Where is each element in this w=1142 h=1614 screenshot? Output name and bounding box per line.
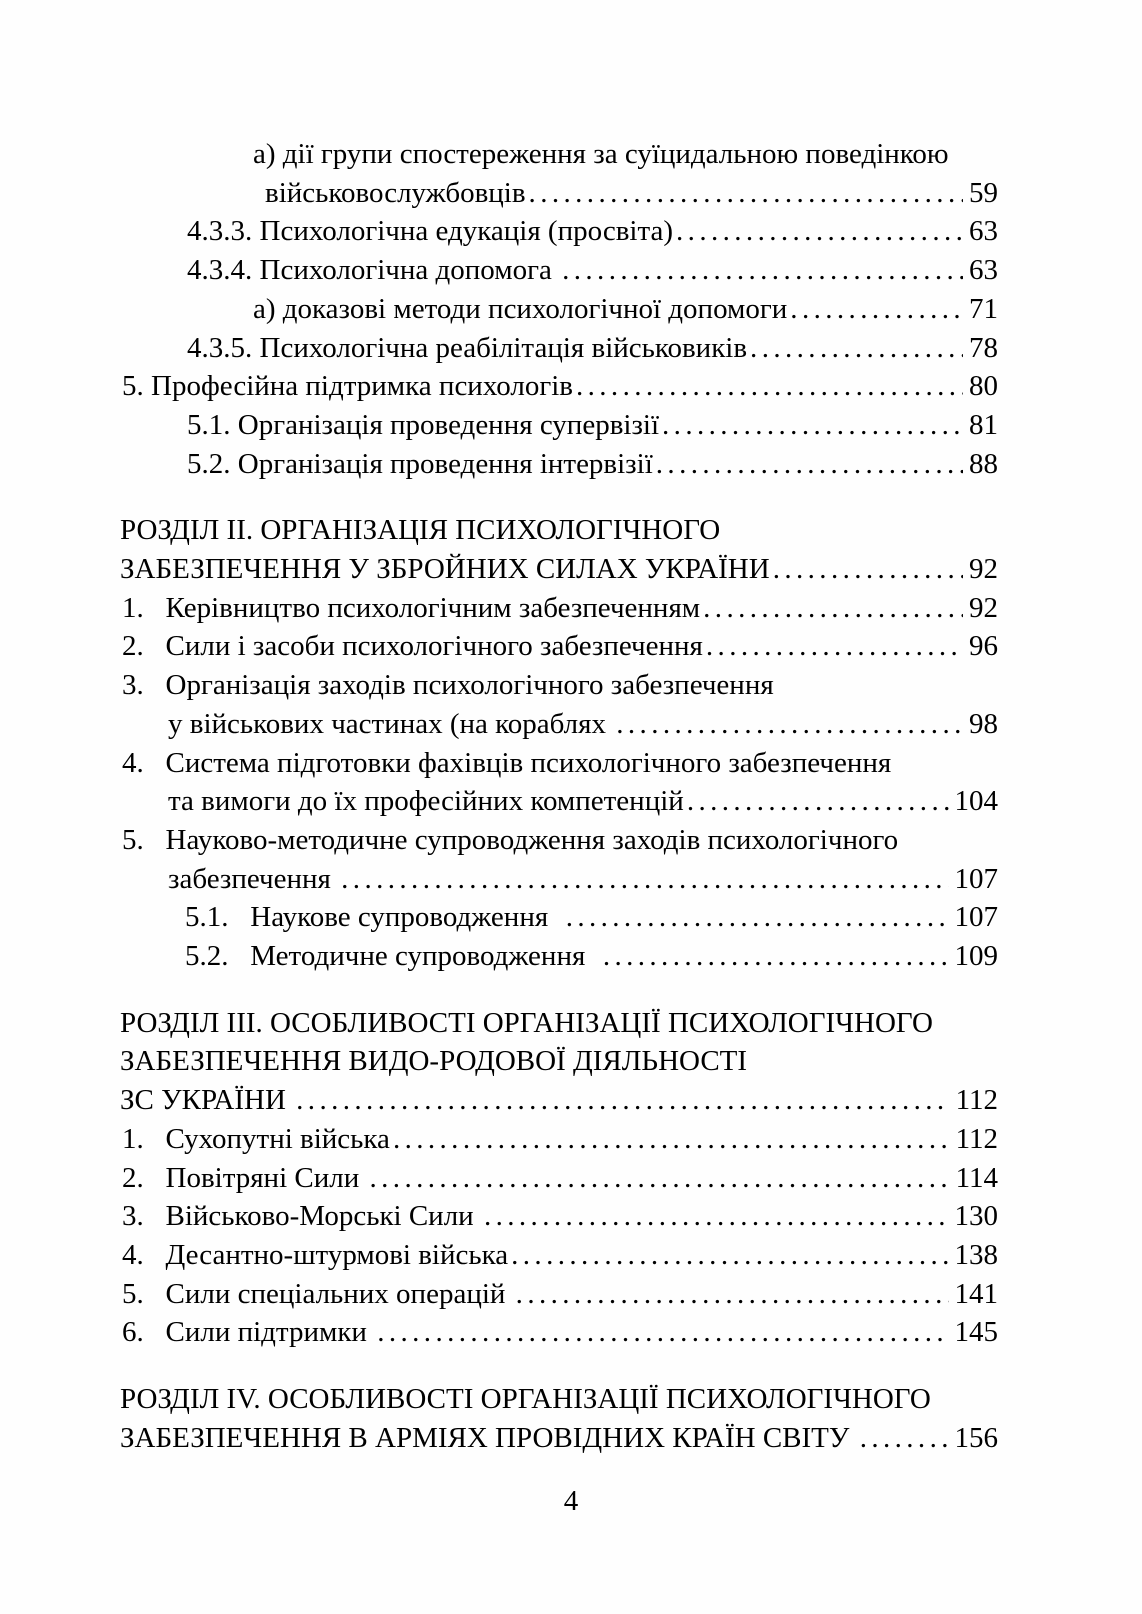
dot-leader	[603, 937, 949, 976]
dot-leader	[341, 860, 948, 899]
toc-page-number: 156	[954, 1421, 998, 1454]
toc-entry	[120, 445, 998, 484]
toc-page-number: 130	[954, 1200, 998, 1233]
toc-page-number: 71	[969, 292, 998, 325]
toc-entry-text: 5. Сили спеціальних операцій	[122, 1277, 513, 1310]
toc-page-number: 104	[954, 785, 998, 818]
toc-page-number: 107	[954, 862, 998, 895]
toc-entry-text: військовослужбовців	[265, 176, 526, 209]
toc-page-number: 112	[955, 1122, 998, 1155]
toc-entry	[120, 406, 998, 445]
toc-entry-text: у військових частинах (на кораблях	[168, 707, 614, 740]
toc-entry-text: 2. Сили і засоби психологічного забезпечення	[122, 630, 703, 663]
toc-page-number: 92	[969, 591, 998, 624]
toc-page-number: 81	[969, 408, 998, 441]
toc-page-number: 96	[969, 630, 998, 663]
toc-page-number: 109	[954, 940, 998, 973]
toc-entry	[120, 212, 998, 251]
toc-heading-text: ЗС УКРАЇНИ	[120, 1084, 294, 1117]
toc-page-number: 78	[969, 331, 998, 364]
toc-section	[120, 135, 998, 483]
toc-page-number: 112	[955, 1084, 998, 1117]
dot-leader	[687, 782, 949, 821]
toc-entry-text: 3. Військово-Морські Сили	[122, 1200, 481, 1233]
toc-entry	[120, 821, 998, 860]
toc-entry-text: 6. Сили підтримки	[122, 1316, 375, 1349]
toc-entry-text: 5.2. Організація проведення інтервізії	[187, 447, 653, 480]
dot-leader	[790, 290, 963, 329]
toc-entry-text: 4.3.5. Психологічна реабілітація військовиків	[187, 331, 748, 364]
toc-page-number: 141	[954, 1277, 998, 1310]
toc-entry	[120, 135, 998, 174]
toc-entry	[120, 1236, 998, 1275]
toc-entry	[120, 589, 998, 628]
toc-heading-text: ЗАБЕЗПЕЧЕННЯ В АРМІЯХ ПРОВІДНИХ КРАЇН СВІТУ	[120, 1421, 857, 1454]
toc-entry	[120, 174, 998, 213]
dot-leader	[860, 1419, 949, 1458]
toc-page-number: 59	[969, 176, 998, 209]
toc-entry-text: 5. Професійна підтримка психологів	[122, 370, 573, 403]
toc-entry	[120, 251, 998, 290]
toc-page-number: 145	[954, 1316, 998, 1349]
toc-entry	[120, 1313, 998, 1352]
toc-page-number: 98	[969, 707, 998, 740]
dot-leader	[484, 1197, 949, 1236]
toc-entry-text: а) доказові методи психологічної допомоги	[253, 292, 788, 325]
toc-page-number: 138	[954, 1238, 998, 1271]
toc-section	[120, 511, 998, 975]
dot-leader	[296, 1081, 949, 1120]
toc-entry-text: 5.1. Організація проведення супервізії	[187, 408, 660, 441]
dot-leader	[511, 1236, 948, 1275]
toc-entry	[120, 898, 998, 937]
dot-leader	[706, 627, 963, 666]
dot-leader	[616, 705, 963, 744]
dot-leader	[516, 1275, 949, 1314]
toc-entry	[120, 290, 998, 329]
toc-entry-text: 4. Десантно-штурмові війська	[122, 1238, 509, 1271]
toc-entry-text: 1. Керівництво психологічним забезпеченням	[122, 591, 701, 624]
toc-heading-text: РОЗДІЛ III. ОСОБЛИВОСТІ ОРГАНІЗАЦІЇ ПСИХОЛОГІЧНОГО	[120, 1006, 933, 1039]
toc-section	[120, 1380, 998, 1457]
dot-leader	[703, 589, 963, 628]
toc-entry	[120, 1197, 998, 1236]
dot-leader	[773, 550, 963, 589]
toc-entry	[120, 1159, 998, 1198]
dot-leader	[529, 174, 963, 213]
toc	[120, 135, 998, 1458]
toc-section-heading	[120, 1380, 998, 1419]
toc-page-number: 63	[969, 254, 998, 287]
toc-page-number: 92	[969, 553, 998, 586]
toc-entry	[120, 329, 998, 368]
toc-section	[120, 1004, 998, 1352]
toc-section-heading	[120, 550, 998, 589]
dot-leader	[370, 1159, 950, 1198]
toc-heading-text: ЗАБЕЗПЕЧЕННЯ У ЗБРОЙНИХ СИЛАХ УКРАЇНИ	[120, 553, 770, 586]
toc-page-number: 63	[969, 215, 998, 248]
toc-entry-text: 2. Повітряні Сили	[122, 1161, 367, 1194]
toc-entry-text: 5. Науково-методичне супроводження заходів психологічного	[122, 823, 899, 856]
toc-entry-text: 1. Сухопутні війська	[122, 1122, 390, 1155]
dot-leader	[377, 1313, 948, 1352]
toc-entry-text: 3. Організація заходів психологічного забезпечення	[122, 669, 774, 702]
dot-leader	[576, 367, 963, 406]
toc-entry	[120, 705, 998, 744]
toc-heading-text: РОЗДІЛ IV. ОСОБЛИВОСТІ ОРГАНІЗАЦІЇ ПСИХОЛОГІЧНОГО	[120, 1383, 931, 1416]
toc-page-number: 114	[955, 1161, 998, 1194]
toc-entry-text: 4. Система підготовки фахівців психологічного забезпечення	[122, 746, 892, 779]
toc-heading-text: РОЗДІЛ II. ОРГАНІЗАЦІЯ ПСИХОЛОГІЧНОГО	[120, 514, 721, 547]
toc-page-number: 80	[969, 370, 998, 403]
toc-entry	[120, 627, 998, 666]
toc-page-number: 107	[954, 901, 998, 934]
toc-section-heading	[120, 1419, 998, 1458]
dot-leader	[750, 329, 963, 368]
page-number-footer: 4	[563, 1485, 579, 1517]
toc-entry	[120, 860, 998, 899]
toc-section-heading	[120, 511, 998, 550]
toc-entry-text: а) дії групи спостереження за суїцидальною поведінкою	[253, 138, 949, 170]
dot-leader	[393, 1120, 950, 1159]
dot-leader	[562, 251, 963, 290]
toc-entry	[120, 367, 998, 406]
toc-entry-text: забезпечення	[168, 862, 339, 895]
toc-section-heading	[120, 1042, 998, 1081]
toc-entry-text: та вимоги до їх професійних компетенцій	[168, 785, 684, 818]
toc-entry	[120, 1275, 998, 1314]
toc-page-number: 88	[969, 447, 998, 480]
dot-leader	[676, 212, 963, 251]
dot-leader	[566, 898, 949, 937]
toc-section-heading	[120, 1081, 998, 1120]
toc-entry-text: 4.3.3. Психологічна едукація (просвіта)	[187, 215, 674, 248]
toc-section-heading	[120, 1004, 998, 1043]
toc-entry-text: 5.1. Наукове супроводження	[185, 901, 563, 934]
toc-entry-text: 5.2. Методичне супроводження	[185, 940, 600, 973]
toc-heading-text: ЗАБЕЗПЕЧЕННЯ ВИДО-РОДОВОЇ ДІЯЛЬНОСТІ	[120, 1045, 748, 1078]
toc-entry	[120, 782, 998, 821]
dot-leader	[656, 445, 963, 484]
toc-entry-text: 4.3.4. Психологічна допомога	[187, 254, 560, 287]
toc-entry	[120, 666, 998, 705]
toc-entry	[120, 744, 998, 783]
dot-leader	[662, 406, 963, 445]
toc-entry	[120, 1120, 998, 1159]
toc-entry	[120, 937, 998, 976]
